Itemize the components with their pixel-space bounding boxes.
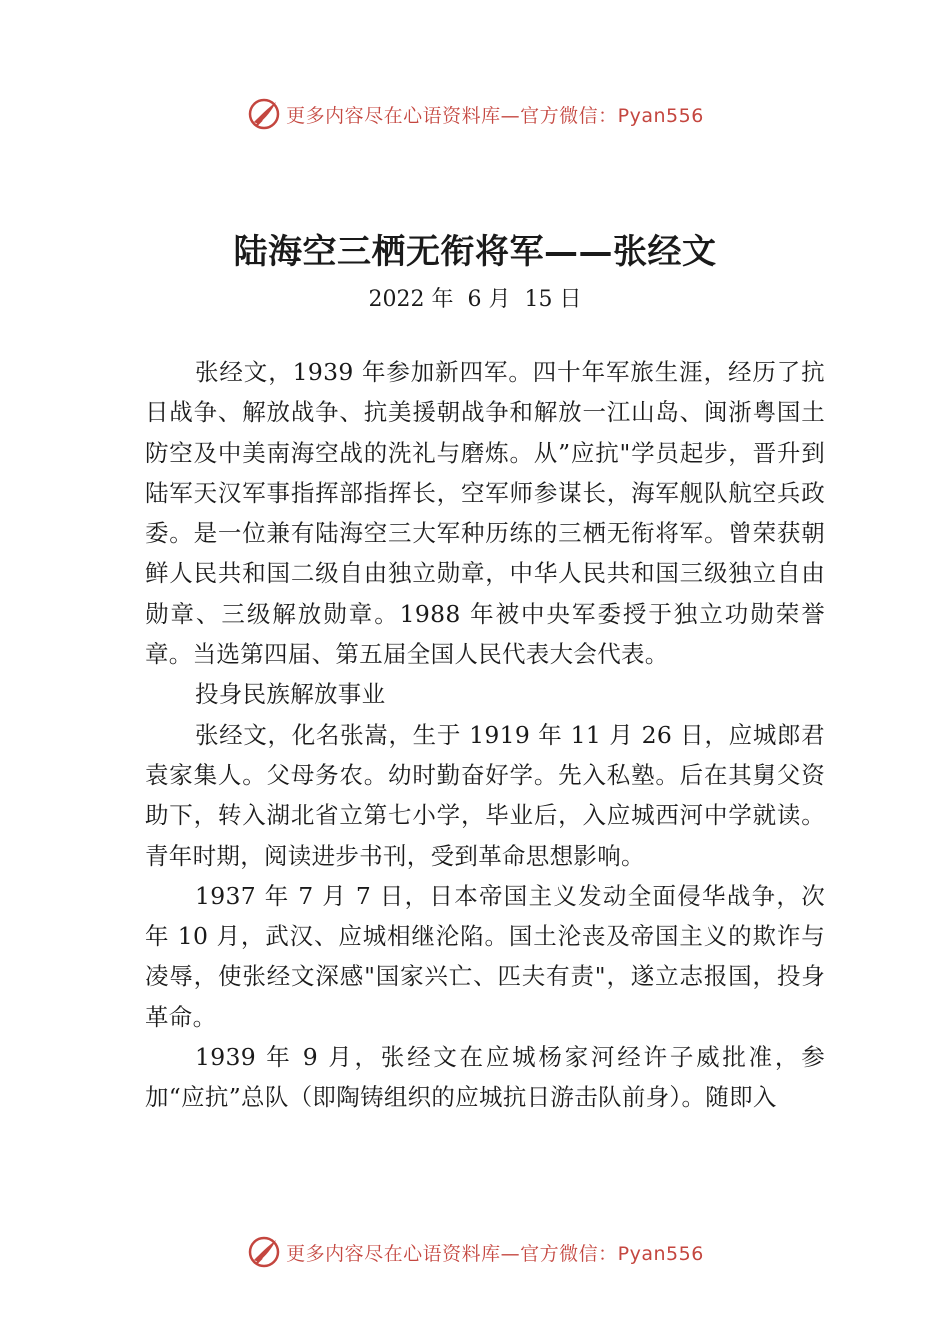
watermark-banner-bottom — [0, 1232, 950, 1272]
quill-pen-seal-icon — [246, 1234, 282, 1270]
watermark-text: 更多内容尽在心语资料库—官方微信：Pyan556 — [286, 104, 704, 127]
watermark-banner-top — [0, 94, 950, 134]
article-body — [145, 352, 825, 1118]
section-heading: 投身民族解放事业 — [195, 680, 386, 709]
article-date: 2022 年 6 月 15 日 — [368, 287, 582, 312]
quill-pen-seal-icon — [246, 96, 282, 132]
paragraph-1939: 1939 年 9 月，张经文在应城杨家河经许子威批准，参加“应抗”总队（即陶铸组织的应城抗日游击队前身）。随即入 — [145, 1043, 825, 1112]
paragraph-intro: 张经文，1939 年参加新四军。四十年军旅生涯，经历了抗日战争、解放战争、抗美援朝战争和解放一江山岛、闽浙粤国土防空及中美南海空战的洗礼与磨炼。从”应抗"学员起步，晋升到陆军天汉军事指挥部指挥长，空军师参谋长，海军舰队航空兵政委。是一位兼有陆海空三大军种历练的三栖无衔将军。曾荣获朝鲜人民共和国二级自由独立勋章，中华人民共和国三级独立自由勋章、三级解放勋章。1988 年被中央军委授于独立功勋荣誉章。当选第四届、第五届全国人民代表大会代表。 — [145, 358, 825, 669]
article-title: 陆海空三栖无衔将军——张经文 — [233, 232, 717, 272]
paragraph-1937: 1937 年 7 月 7 日，日本帝国主义发动全面侵华战争，次年 10 月，武汉、应城相继沦陷。国土沦丧及帝国主义的欺诈与凌辱，使张经文深感"国家兴亡、匹夫有责"，遂立志报国，投身革命。 — [145, 881, 825, 1031]
paragraph-early-life: 张经文，化名张嵩，生于 1919 年 11 月 26 日，应城郎君袁家集人。父母务农。幼时勤奋好学。先入私塾。后在其舅父资助下，转入湖北省立第七小学，毕业后，入应城西河中学就读。青年时期，阅读进步书刊，受到革命思想影响。 — [145, 720, 825, 870]
watermark-text: 更多内容尽在心语资料库—官方微信：Pyan556 — [286, 1242, 704, 1265]
